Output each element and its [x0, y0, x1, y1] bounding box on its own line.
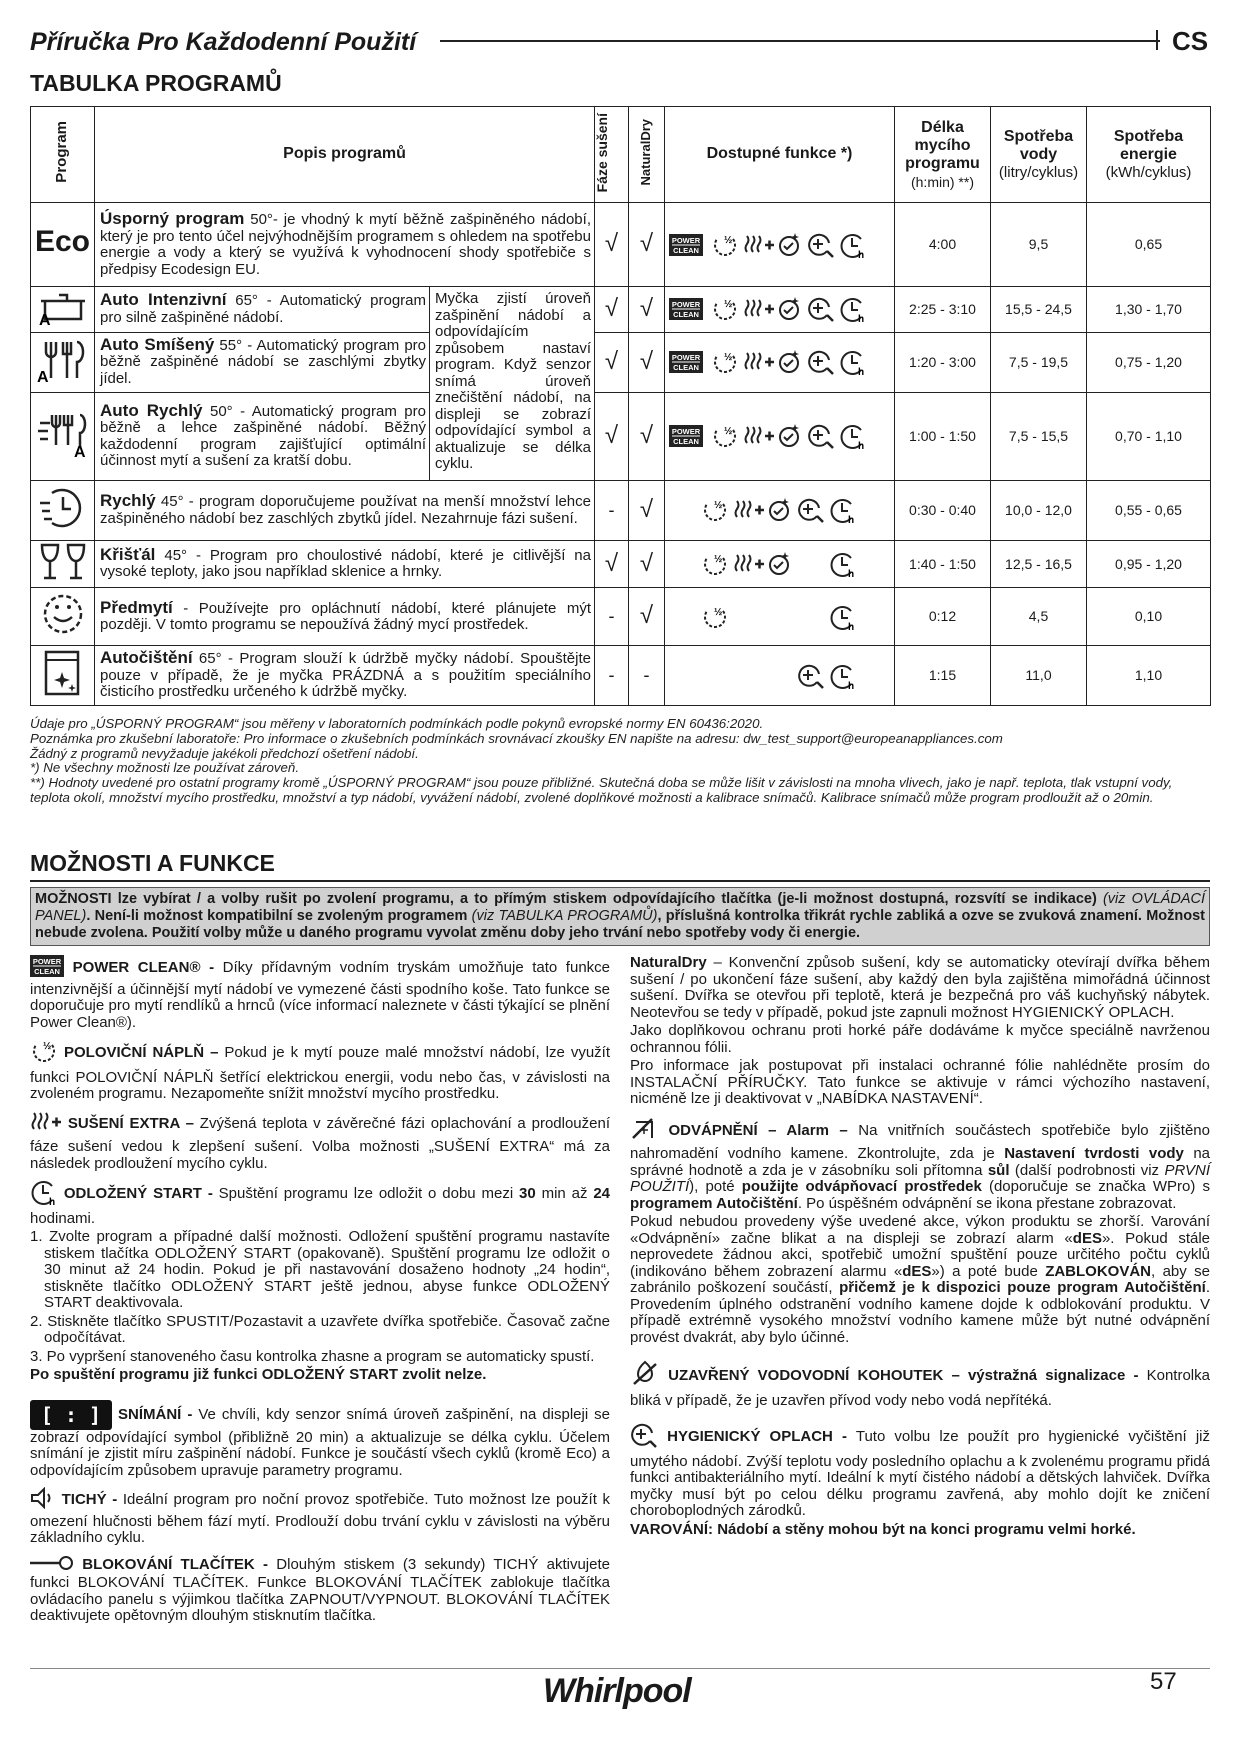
- water-value: 12,5 - 16,5: [991, 540, 1087, 588]
- footer-rule: [30, 1668, 1210, 1669]
- col-water-title: Spotřeba vody: [1003, 127, 1074, 163]
- water-value: 7,5 - 19,5: [991, 332, 1087, 392]
- options-title: MOŽNOSTI A FUNKCE: [30, 850, 275, 876]
- extra-dry-option: SUŠENÍ EXTRA – Zvýšená teplota v závěrečné fázi oplachování a prodloužení fáze sušení vedou k zlepšení sušení. Volba možnosti „SUŠENÍ EXTRA“ má za následek prodloužení mycího cyklu.: [30, 1109, 610, 1173]
- quick-clock-icon: [38, 485, 88, 531]
- drying-phase-value: -: [595, 588, 629, 646]
- program-table-title: TABULKA PROGRAMŮ: [30, 70, 282, 96]
- duration-value: 1:20 - 3:00: [895, 332, 991, 392]
- svg-text:½: ½: [714, 553, 723, 565]
- table-row: [31, 480, 1211, 540]
- key-lock-option: BLOKOVÁNÍ TLAČÍTEK - Dlouhým stiskem (3 sekundy) TICHÝ aktivujete funkci BLOKOVÁNÍ TLAČÍTEK. Funkce BLOKOVÁNÍ TLAČÍTEK zablokuje tlačítka ovládacího panelu s výjimkou tlačítka ZAPNOUT/VYPNOUT. BLOKOVÁNÍ TLAČÍTEK deaktivujete opětovným dlouhým stisknutím tlačítka.: [30, 1555, 610, 1624]
- key-lock-icon: [30, 1555, 74, 1576]
- options-left-column: [30, 955, 610, 1627]
- tablet-icon: [765, 496, 797, 524]
- col-duration-title: Délka mycího programu: [905, 118, 980, 172]
- note-line: Údaje pro „ÚSPORNÝ PROGRAM“ jsou měřeny v laboratorních podmínkách podle pokynů evropské normy EN 60436:2020.: [30, 716, 764, 731]
- delay-start-icon: [839, 231, 871, 259]
- options-rule: [30, 880, 1210, 882]
- wine-glasses-icon: [36, 541, 90, 583]
- duration-value: 0:30 - 0:40: [895, 480, 991, 540]
- svg-text:½: ½: [724, 426, 733, 437]
- power-clean-option: POWER CLEAN POWER CLEAN® - Díky přídavným vodním tryskám umožňuje tato funkce intenzivnější a účinnější mytí nádobí ve vymezené části spodního koše. Tato funkce se doporučuje pro mytí rendlíků a hrnců (více informací naleznete v části týkající se plnění Power Clean®).: [30, 957, 611, 1031]
- duration-value: 1:15: [895, 646, 991, 706]
- svg-text:½: ½: [714, 606, 723, 618]
- svg-text:h: h: [858, 367, 865, 376]
- program-description: Úsporný program 50°- je vhodný k mytí běžně zašpiněného nádobí, který je pro tento účel nejvýhodnějším programem s ohledem na spotřebu energie a vody a který se využívá k vyhodnocení shody spotřebiče s předpisy Ecodesign EU.: [95, 203, 595, 287]
- function-icons: [665, 646, 895, 706]
- svg-text:A: A: [73, 443, 86, 459]
- energy-value: 0,75 - 1,20: [1087, 332, 1211, 392]
- drying-phase-value: -: [595, 646, 629, 706]
- delay-start-icon: [829, 496, 861, 524]
- program-description: Auto Smíšený 55° - Automatický program pro běžně zašpiněné nádobí se zaschlými zbytky jídel.: [95, 332, 430, 392]
- water-tap-alarm: UZAVŘENÝ VODOVODNÍ KOHOUTEK – výstražná signalizace - Kontrolka bliká v případě, že je uzavřen přívod vody nebo vodá nepřítéká.: [630, 1360, 1210, 1409]
- program-description: Autočištění 65° - Program slouží k údržbě myčky nádobí. Spouštějte pouze v případě, že je myčka PRÁZDNÁ a s použitím speciálního čisticího prostředku určeného k údržbě myčky.: [95, 646, 595, 706]
- duration-value: 1:40 - 1:50: [895, 540, 991, 588]
- table-notes: [30, 717, 1210, 806]
- table-row: [31, 332, 1211, 392]
- svg-text:CLEAN: CLEAN: [34, 967, 60, 976]
- program-table: [30, 106, 1211, 706]
- program-description: Křišťál 45° - Program pro choulostivé nádobí, které je citlivější na vysoké teploty, jako jsou například sklenice a hrnky.: [95, 540, 595, 588]
- svg-text:h: h: [848, 515, 855, 524]
- delay-start-icon: [30, 1178, 58, 1211]
- svg-text:POWER: POWER: [671, 427, 701, 436]
- program-name: Úsporný program: [100, 209, 245, 228]
- naturaldry-value: √: [629, 588, 665, 646]
- water-value: 15,5 - 24,5: [991, 287, 1087, 333]
- manual-title: Příručka Pro Každodenní Použití: [30, 28, 417, 56]
- table-row: [31, 287, 1211, 333]
- prewash-face-icon: [40, 591, 86, 637]
- program-description: Předmytí - Používejte pro opláchnutí nádobí, které plánujete mýt později. V tomto programu se nepoužívá žádný mycí prostředek.: [95, 588, 595, 646]
- delay-start-icon: [829, 603, 861, 631]
- program-description: Rychlý 45° - program doporučujeme používat na menší množství lehce zašpiněného nádobí bez zaschlých zbytků jídel. Nezahrnuje fázi sušení.: [95, 480, 595, 540]
- table-row: [31, 540, 1211, 588]
- options-right-column: [630, 955, 1210, 1540]
- svg-text:POWER: POWER: [671, 353, 701, 362]
- descale-icon: [630, 1116, 658, 1147]
- delay-step: 1. Zvolte program a případné další možnosti. Odložení spuštění programu nastavíte stiskem tlačítka ODLOŽENÝ START (opakovaně). Spuštění programu lze odložit o 30 minut až 24 hodin. Pokud je při nastavování dosaženo hodnoty „24 hodin“, stiskněte tlačítko ODLOŽENÝ START ještě jednou, abyse funkce ODLOŽENÝ START deaktivovala.: [30, 1228, 610, 1311]
- program-name: Auto Smíšený: [100, 334, 215, 354]
- hygiene-rinse-icon: [807, 295, 839, 323]
- hot-warning: VAROVÁNÍ: Nádobí a stěny mohou být na konci programu velmi horké.: [630, 1520, 1136, 1538]
- delay-start-icon: [829, 550, 861, 578]
- function-icons: [665, 480, 895, 540]
- drying-phase-value: -: [595, 480, 629, 540]
- col-program: Program: [53, 121, 71, 184]
- note-line: Poznámka pro zkušební laboratoře: Pro informace o zkušebních podmínkách srovnávací zkoušky EN napište na adresu: dw_test_support@europeanappliances.com: [30, 730, 1003, 746]
- hygiene-rinse-icon: [630, 1421, 658, 1454]
- table-row: [31, 588, 1211, 646]
- duration-value: 2:25 - 3:10: [895, 287, 991, 333]
- tablet-icon: [775, 295, 807, 323]
- sensing-option: [ : ] SNÍMÁNÍ - Ve chvíli, kdy senzor snímá úroveň zašpinění, na displeji se zobrazí odpovídající symbol (přibližně 20 min) a aktualizuje se délka cyklu. Účelem snímání je zjistit míru zašpinění nádobí. Funkce je součástí všech cyklů (kromě Eco) a odpovídajícím způsobem upravuje parametry programu.: [30, 1400, 610, 1480]
- note-line: *) Ne všechny možnosti lze používat zároveň.: [30, 760, 300, 776]
- svg-text:h: h: [49, 1197, 56, 1206]
- tablet-icon: [765, 550, 797, 578]
- tablet-icon: [775, 231, 807, 259]
- auto-shared-description: Myčka zjistí úroveň zašpinění nádobí a odpovídajícím způsobem nastaví program. Když senzor snímá úroveň znečištění nádobí, na displeji se zobrazí odpovídající symbol a aktualizuje se délka cyklu.: [430, 287, 595, 481]
- duration-value: 1:00 - 1:50: [895, 392, 991, 480]
- language-code: CS: [1172, 26, 1209, 56]
- energy-value: 0,65: [1087, 203, 1211, 287]
- program-description: Auto Intenzivní 65° - Automatický program pro silně zašpiněné nádobí.: [95, 287, 430, 333]
- program-description: Auto Rychlý 50° - Automatický program pro běžně a lehce zašpiněné nádobí. Běžný každodenní program zajišťující optimální účinnost mytí a sušení za kratší dobu.: [95, 392, 430, 480]
- note-line: Žádný z programů nevyžaduje jakékoli předchozí ošetření nádobí.: [30, 745, 419, 761]
- svg-text:POWER: POWER: [32, 957, 62, 966]
- col-energy-unit: (kWh/cyklus): [1105, 163, 1192, 181]
- table-row: [31, 646, 1211, 706]
- tablet-icon: [775, 422, 807, 450]
- svg-text:h: h: [858, 314, 865, 324]
- program-name: Křišťál: [100, 544, 156, 564]
- energy-value: 0,70 - 1,10: [1087, 392, 1211, 480]
- naturaldry-value: √: [629, 480, 665, 540]
- col-naturaldry: NaturalDry: [638, 119, 654, 186]
- table-header-row: [31, 107, 1211, 203]
- function-icons: [665, 588, 895, 646]
- function-icons: [665, 540, 895, 588]
- water-value: 4,5: [991, 588, 1087, 646]
- power-clean-icon: [669, 425, 711, 447]
- svg-text:A: A: [36, 368, 49, 384]
- water-value: 11,0: [991, 646, 1087, 706]
- naturaldry-value: √: [629, 332, 665, 392]
- hygiene-rinse-icon: [797, 496, 829, 524]
- energy-value: 0,55 - 0,65: [1087, 480, 1211, 540]
- extra-dry-icon: [743, 296, 775, 322]
- svg-text:½: ½: [714, 500, 723, 511]
- sensing-display-icon: [ : ]: [30, 1400, 112, 1430]
- options-intro-box: MOŽNOSTI lze vybírat / a volby rušit po zvolení programu, a to přímým stiskem odpovídajícího tlačítka (je-li možnost dostupná, rozsvítí se indikace) (viz OVLÁDACÍ PANEL). Není-li možnost kompatibilní se zvoleným programem (viz TABULKA PROGRAMŮ), příslušná kontrolka třikrát rychle zabliká a ozve se zvuková znamení. Možnost nebude zvolena. Použití volby může u daného programu vyvolat změnu doby jeho trvání nebo spotřeby vody či energie.: [30, 887, 1210, 946]
- svg-text:h: h: [848, 568, 855, 578]
- extra-dry-icon: [743, 423, 775, 449]
- half-load-icon: [30, 1037, 58, 1070]
- descaling-warning: Pokud nebudou provedeny výše uvedené akce, výkon produktu se zhorší. Varování «Odvápnění» začne blikat a na displeji se zobrazí alarm «dES». Pokud stále neprovedete žádnou akci, spotřebič umožní spuštění pouze určitého počtu cyklů (indikováno během zobrazení alarmu «dES») a poté bude ZABLOKOVÁN, aby se zabránilo poškození součástí, přičemž je k dispozici pouze program Autočištění. Provedením úplného odstranění vodního kamene dojde k odblokování produktu. V případě extrémně vysokého množství vodního kamene může být nutné odvápnění provést dvakrát, aby bylo účinné.: [630, 1213, 1211, 1346]
- extra-dry-icon: [743, 232, 775, 258]
- function-icons: [665, 287, 895, 333]
- descaling-alarm: ODVÁPNĚNÍ – Alarm – Na vnitřních součástech spotřebiče bylo zjištěno nahromadění vodního kamene. Zkontrolujte, zda je Nastavení tvrdosti vody na správné hodnotě a zda je v zásobníku soli přítomna sůl (další podrobnosti viz PRVNÍ POUŽITÍ), poté použijte odvápňovací prostředek (doporučuje se značka WPro) s programem Autočištění. Po úspěšném odvápnění se ikona přestane zobrazovat.: [630, 1116, 1210, 1213]
- col-energy-title: Spotřeba energie: [1113, 127, 1184, 163]
- naturaldry-value: √: [629, 392, 665, 480]
- pot-auto-icon: [37, 287, 89, 327]
- power-clean-icon: [669, 298, 711, 320]
- naturaldry-installation: Pro informace jak postupovat při instalaci ochranné fólie nahlédněte prosím do INSTALAČNÍ PŘÍRUČKY. Tato funkce se aktivuje v rámci výchozího nastavení, nicméně lze ji deaktivovat v „NABÍDKA NASTAVENÍ“.: [630, 1057, 1210, 1107]
- naturaldry-value: -: [629, 646, 665, 706]
- delay-start-icon: [839, 295, 871, 323]
- function-icons: [665, 203, 895, 287]
- drying-phase-value: √: [595, 203, 629, 287]
- col-duration-unit: (h:min) **): [910, 173, 974, 190]
- brand-logo: Whirlpool: [543, 1672, 691, 1710]
- program-name: Předmytí: [100, 597, 173, 617]
- drying-phase-value: √: [595, 332, 629, 392]
- svg-text:A: A: [38, 312, 51, 327]
- self-clean-icon: [40, 648, 86, 698]
- svg-text:½: ½: [724, 352, 733, 363]
- col-water-unit: (litry/cyklus): [998, 163, 1079, 181]
- page-number: 57: [1150, 1668, 1177, 1695]
- col-functions: Dostupné funkce *): [665, 107, 895, 203]
- svg-text:½: ½: [724, 299, 733, 311]
- half-load-icon: [701, 550, 733, 578]
- naturaldry-value: √: [629, 540, 665, 588]
- hygiene-rinse-icon: [807, 422, 839, 450]
- energy-value: 1,10: [1087, 646, 1211, 706]
- hygiene-rinse-option: HYGIENICKÝ OPLACH - Tuto volbu lze použít pro hygienické vyčištění již umytého nádobí. Zvýší teplotu vody posledního oplachu a k zvolenému programu přidá funkci antibakteriálního mytí. Ideální k mytí čistého nádobí a dětských lahviček. Dvířka myčky musí být po celou délku programu zavřená, aby mohlo dojít ke zničení choroboplodných zárodků.: [630, 1421, 1210, 1520]
- extra-dry-icon: [733, 497, 765, 523]
- program-name: Rychlý: [100, 491, 156, 510]
- hygiene-rinse-icon: [807, 231, 839, 259]
- tablet-icon: [775, 348, 807, 376]
- program-name: Auto Rychlý: [100, 400, 203, 420]
- note-line: **) Hodnoty uvedené pro ostatní programy kromě „ÚSPORNÝ PROGRAM“ jsou pouze přibližné. Skutečná doba se může lišit v závislosti na mnoha vlivech, jako je např. teplota, tlak vstupní vody, teplota okolí, množství mycího prostředku, množství a typ nádobí, vyvážení nádobí, zvolené doplňkové možnosti a kalibrace snímačů. Kalibrace snímačů může program prodloužit až o 20min.: [30, 775, 1173, 805]
- svg-text:h: h: [858, 249, 865, 259]
- naturaldry-value: √: [629, 287, 665, 333]
- svg-text:h: h: [848, 680, 855, 690]
- drying-phase-value: √: [595, 540, 629, 588]
- half-load-icon: [701, 496, 733, 524]
- svg-text:CLEAN: CLEAN: [673, 437, 699, 446]
- table-row: [31, 392, 1211, 480]
- half-load-icon: [701, 603, 733, 631]
- quiet-icon: [30, 1487, 56, 1514]
- extra-dry-icon: [743, 349, 775, 375]
- function-icons: [665, 332, 895, 392]
- naturaldry-option: NaturalDry – Konvenční způsob sušení, kdy se automaticky otevírají dvířka během sušení / po ukončení fáze sušení, aby každý den byla zajištěna mimořádná účinnost sušení. Dvířka se otevřou při teplotě, která je bezpečná pro váš kuchyňský nábytek. Neotevřou se tedy v případě, pokud jste zapnuli možnost HYGIENICKÝ OPLACH.: [630, 954, 1210, 1021]
- drying-phase-value: √: [595, 287, 629, 333]
- extra-dry-icon: [30, 1109, 62, 1140]
- svg-text:½: ½: [724, 234, 733, 246]
- program-name: Autočištění: [100, 648, 193, 668]
- drying-phase-value: √: [595, 392, 629, 480]
- half-load-option: ½ POLOVIČNÍ NÁPLŇ – Pokud je k mytí pouze malé množství nádobí, lze využít funkci POLOVIČNÍ NÁPLŇ šetřící elektrickou energii, vodu nebo čas, v závislosti na zvoleném programu. Nezapomeňte snížit množství mycího prostředku.: [30, 1037, 610, 1103]
- duration-value: 0:12: [895, 588, 991, 646]
- hygiene-rinse-icon: [797, 662, 829, 690]
- half-load-icon: [711, 422, 743, 450]
- quick-cutlery-auto-icon: [36, 409, 90, 459]
- delay-start-icon: [829, 662, 861, 690]
- eco-icon: Eco: [34, 224, 91, 258]
- delay-step: 3. Po vypršení stanoveného času kontrolka zhasne a program se automaticky spustí.: [30, 1347, 595, 1365]
- program-name: Auto Intenzivní: [100, 290, 227, 310]
- header-rule-end: [1156, 30, 1158, 50]
- extra-dry-icon: [733, 551, 765, 577]
- cutlery-auto-icon: [37, 336, 89, 384]
- delay-start-icon: [839, 422, 871, 450]
- delay-note: Po spuštění programu již funkci ODLOŽENÝ START zvolit nelze.: [30, 1366, 487, 1383]
- svg-text:h: h: [848, 621, 855, 631]
- duration-value: 4:00: [895, 203, 991, 287]
- svg-text:CLEAN: CLEAN: [673, 310, 699, 320]
- quiet-option: TICHÝ - Ideální program pro noční provoz spotřebiče. Tuto možnost lze použít k omezení hlučnosti během fází mytí. Prodlouží dobu trvání cyklu v závislosti na výběru základního cyklu.: [30, 1487, 610, 1547]
- delay-start-option: h ODLOŽENÝ START - Spuštění programu lze odložit o dobu mezi 30 min až 24 hodinami.: [30, 1178, 610, 1227]
- power-clean-icon: [30, 955, 64, 982]
- function-icons: [665, 392, 895, 480]
- svg-text:POWER: POWER: [671, 235, 701, 245]
- svg-text:h: h: [858, 441, 865, 450]
- delay-start-icon: [839, 348, 871, 376]
- naturaldry-value: √: [629, 203, 665, 287]
- header-rule: [440, 40, 1160, 42]
- power-clean-icon: [669, 234, 711, 256]
- energy-value: 1,30 - 1,70: [1087, 287, 1211, 333]
- tap-closed-icon: [630, 1360, 660, 1393]
- water-value: 9,5: [991, 203, 1087, 287]
- col-description: Popis programů: [95, 107, 595, 203]
- svg-text:½: ½: [43, 1041, 52, 1052]
- water-value: 10,0 - 12,0: [991, 480, 1087, 540]
- svg-text:CLEAN: CLEAN: [673, 245, 699, 255]
- energy-value: 0,95 - 1,20: [1087, 540, 1211, 588]
- col-drying-phase: Fáze sušení: [594, 112, 610, 192]
- naturaldry-protection: Jako doplňkovou ochranu proti horké páře dodáváme k myčce speciálně navrženou ochrannou fólii.: [630, 1022, 1210, 1056]
- half-load-icon: [711, 231, 743, 259]
- svg-text:POWER: POWER: [671, 300, 701, 310]
- water-value: 7,5 - 15,5: [991, 392, 1087, 480]
- half-load-icon: [711, 348, 743, 376]
- table-row: [31, 203, 1211, 287]
- delay-step: 2. Stiskněte tlačítko SPUSTIT/Pozastavit a uzavřete dvířka spotřebiče. Časovač začne odpočítávat.: [30, 1312, 610, 1346]
- energy-value: 0,10: [1087, 588, 1211, 646]
- svg-text:CLEAN: CLEAN: [673, 363, 699, 372]
- power-clean-icon: [669, 351, 711, 373]
- half-load-icon: [711, 295, 743, 323]
- hygiene-rinse-icon: [807, 348, 839, 376]
